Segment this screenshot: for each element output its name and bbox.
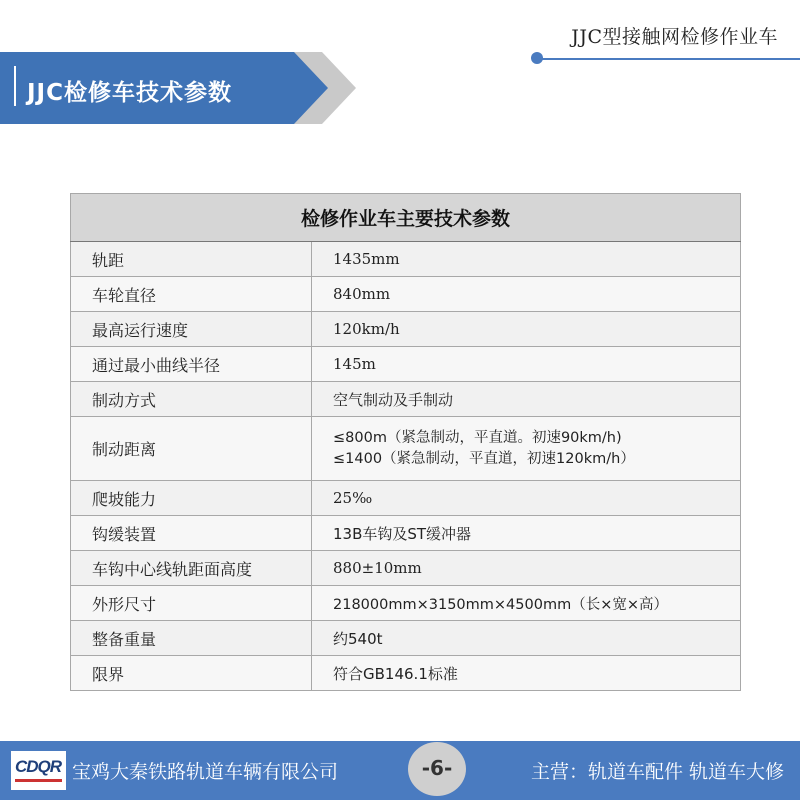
row-value: 880±10mm <box>312 551 741 586</box>
spec-table <box>70 193 741 691</box>
table-title: 检修作业车主要技术参数 <box>71 194 741 242</box>
table-row <box>71 242 741 277</box>
banner-arrow <box>288 52 358 124</box>
row-key: 制动方式 <box>71 382 312 417</box>
row-key: 外形尺寸 <box>71 586 312 621</box>
row-key: 车钩中心线轨距面高度 <box>71 551 312 586</box>
row-value: 25‰ <box>312 481 741 516</box>
table-row <box>71 516 741 551</box>
company-logo <box>11 751 66 790</box>
table-row <box>71 312 741 347</box>
row-key: 整备重量 <box>71 621 312 656</box>
table-row <box>71 586 741 621</box>
page-number-badge <box>408 742 466 796</box>
footer-bar <box>0 741 800 800</box>
logo-text: CDQR <box>15 757 62 776</box>
brake-distance-line-2: ≤1400（紧急制动，平直道，初速120km/h） <box>333 450 635 467</box>
table-row <box>71 382 741 417</box>
logo-underline <box>15 779 62 782</box>
row-key: 车轮直径 <box>71 277 312 312</box>
row-value: 约540t <box>312 621 741 656</box>
company-name: 宝鸡大秦铁路轨道车辆有限公司 <box>72 761 339 783</box>
row-value: 840mm <box>312 277 741 312</box>
brake-distance-line-1: ≤800m（紧急制动，平直道。初速90km/h) <box>333 429 622 446</box>
title-dot <box>531 52 543 64</box>
banner-accent-bar <box>14 66 16 106</box>
document-title: JJC型接触网检修作业车 <box>571 26 778 48</box>
row-value <box>312 417 741 481</box>
row-value: 145m <box>312 347 741 382</box>
section-title: JJC检修车技术参数 <box>27 80 232 106</box>
row-key: 制动距离 <box>71 417 312 481</box>
row-value: 符合GB146.1标准 <box>312 656 741 691</box>
row-value: 120km/h <box>312 312 741 347</box>
table-row <box>71 656 741 691</box>
row-value: 1435mm <box>312 242 741 277</box>
title-underline <box>540 58 800 60</box>
table-row <box>71 621 741 656</box>
row-key: 爬坡能力 <box>71 481 312 516</box>
table-row <box>71 481 741 516</box>
row-key: 最高运行速度 <box>71 312 312 347</box>
row-value: 空气制动及手制动 <box>312 382 741 417</box>
row-key: 通过最小曲线半径 <box>71 347 312 382</box>
table-row <box>71 551 741 586</box>
row-key: 限界 <box>71 656 312 691</box>
row-value: 13B车钩及ST缓冲器 <box>312 516 741 551</box>
page-number: -6- <box>421 756 453 780</box>
row-value: 218000mm×3150mm×4500mm（长×宽×高） <box>312 586 741 621</box>
table-row <box>71 347 741 382</box>
row-key: 钩缓装置 <box>71 516 312 551</box>
business-scope: 主营：轨道车配件 轨道车大修 <box>530 761 784 783</box>
table-row <box>71 417 741 481</box>
table-row <box>71 277 741 312</box>
row-key: 轨距 <box>71 242 312 277</box>
